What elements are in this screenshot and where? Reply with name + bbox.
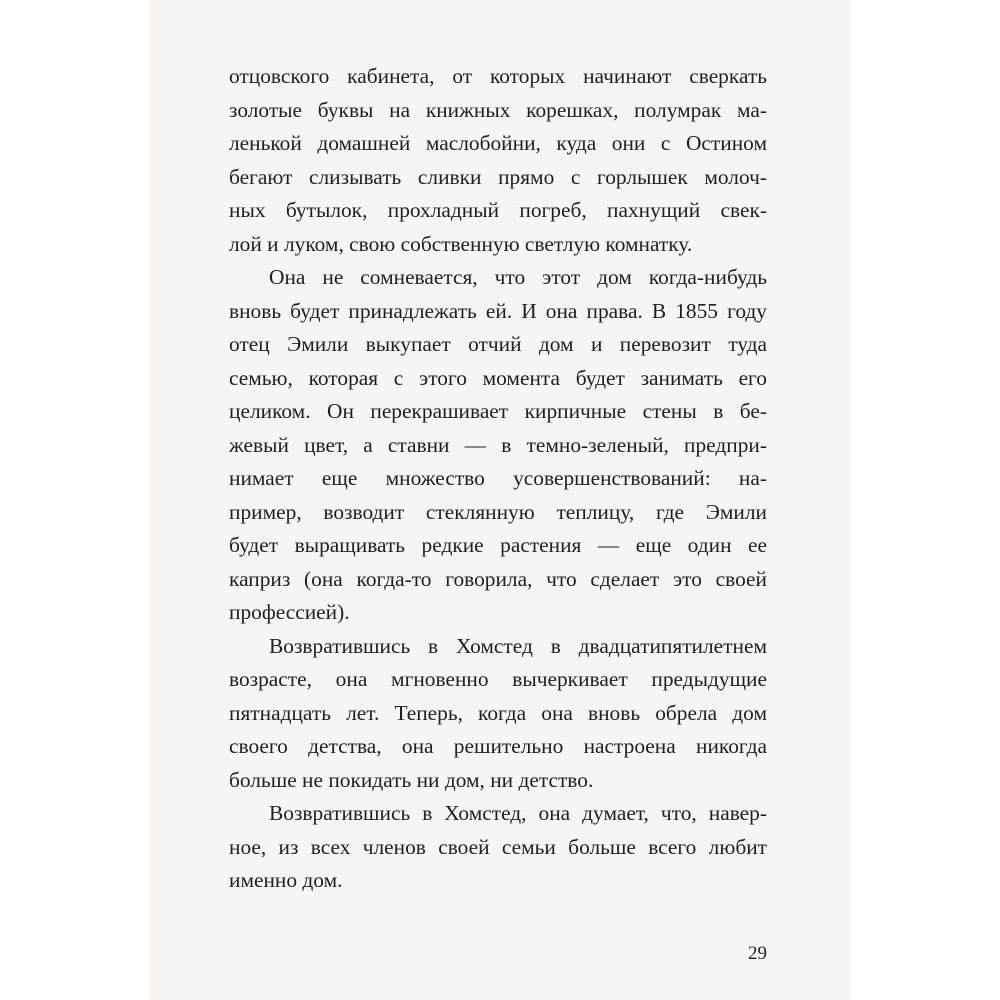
paragraph	[229, 797, 767, 898]
text-line: профессией).	[229, 600, 350, 624]
text-line: возрасте, она мгновенно вычеркивает предыдущие	[229, 667, 767, 691]
text-line: ных бутылок, прохладный погреб, пахнущий свек-	[229, 198, 767, 222]
text-line: вновь будет принадлежать ей. И она права. В 1855 году	[229, 298, 767, 323]
text-line: нимает еще множество усовершенствований: на-	[229, 466, 767, 490]
text-line: семью, которая с этого момента будет занимать его	[229, 365, 767, 390]
text-line: отцовского кабинета, от которых начинают сверкать	[229, 64, 767, 88]
page-number: 29	[748, 943, 767, 964]
text-line: больше не покидать ни дом, ни детство.	[229, 767, 594, 792]
text-line: именно дом.	[229, 868, 343, 892]
text-line: будет выращивать редкие растения — еще один ее	[229, 533, 767, 557]
text-line: ное, из всех членов своей семьи больше всего любит	[229, 834, 767, 859]
text-line: каприз (она когда-то говорила, что сделает это своей	[229, 566, 767, 591]
text-line: золотые буквы на книжных корешках, полумрак ма-	[229, 97, 767, 122]
paragraph	[229, 60, 767, 261]
text-line: отец Эмили выкупает отчий дом и перевозит туда	[229, 332, 767, 356]
paragraph	[229, 261, 767, 630]
paragraph	[229, 630, 767, 798]
text-line: своего детства, она решительно настроена никогда	[229, 734, 767, 758]
text-line: жевый цвет, а ставни — в темно-зеленый, предпри-	[229, 432, 767, 457]
body-text	[229, 60, 767, 898]
text-line: ленькой домашней маслобойни, куда они с Остином	[229, 131, 767, 155]
text-line: Возвратившись в Хомстед в двадцатипятилетнем	[269, 633, 767, 658]
text-line: пример, возводит стеклянную теплицу, где Эмили	[229, 499, 767, 524]
text-line: целиком. Он перекрашивает кирпичные стены в бе-	[229, 399, 767, 423]
text-line: пятнадцать лет. Теперь, когда она вновь обрела дом	[229, 700, 767, 725]
text-line: лой и луком, свою собственную светлую комнатку.	[229, 231, 693, 256]
text-line: бегают слизывать сливки прямо с горлышек молоч-	[229, 164, 767, 189]
text-line: Возвратившись в Хомстед, она думает, что, навер-	[269, 801, 767, 825]
book-page	[150, 0, 850, 1000]
text-line: Она не сомневается, что этот дом когда-нибудь	[269, 265, 767, 289]
